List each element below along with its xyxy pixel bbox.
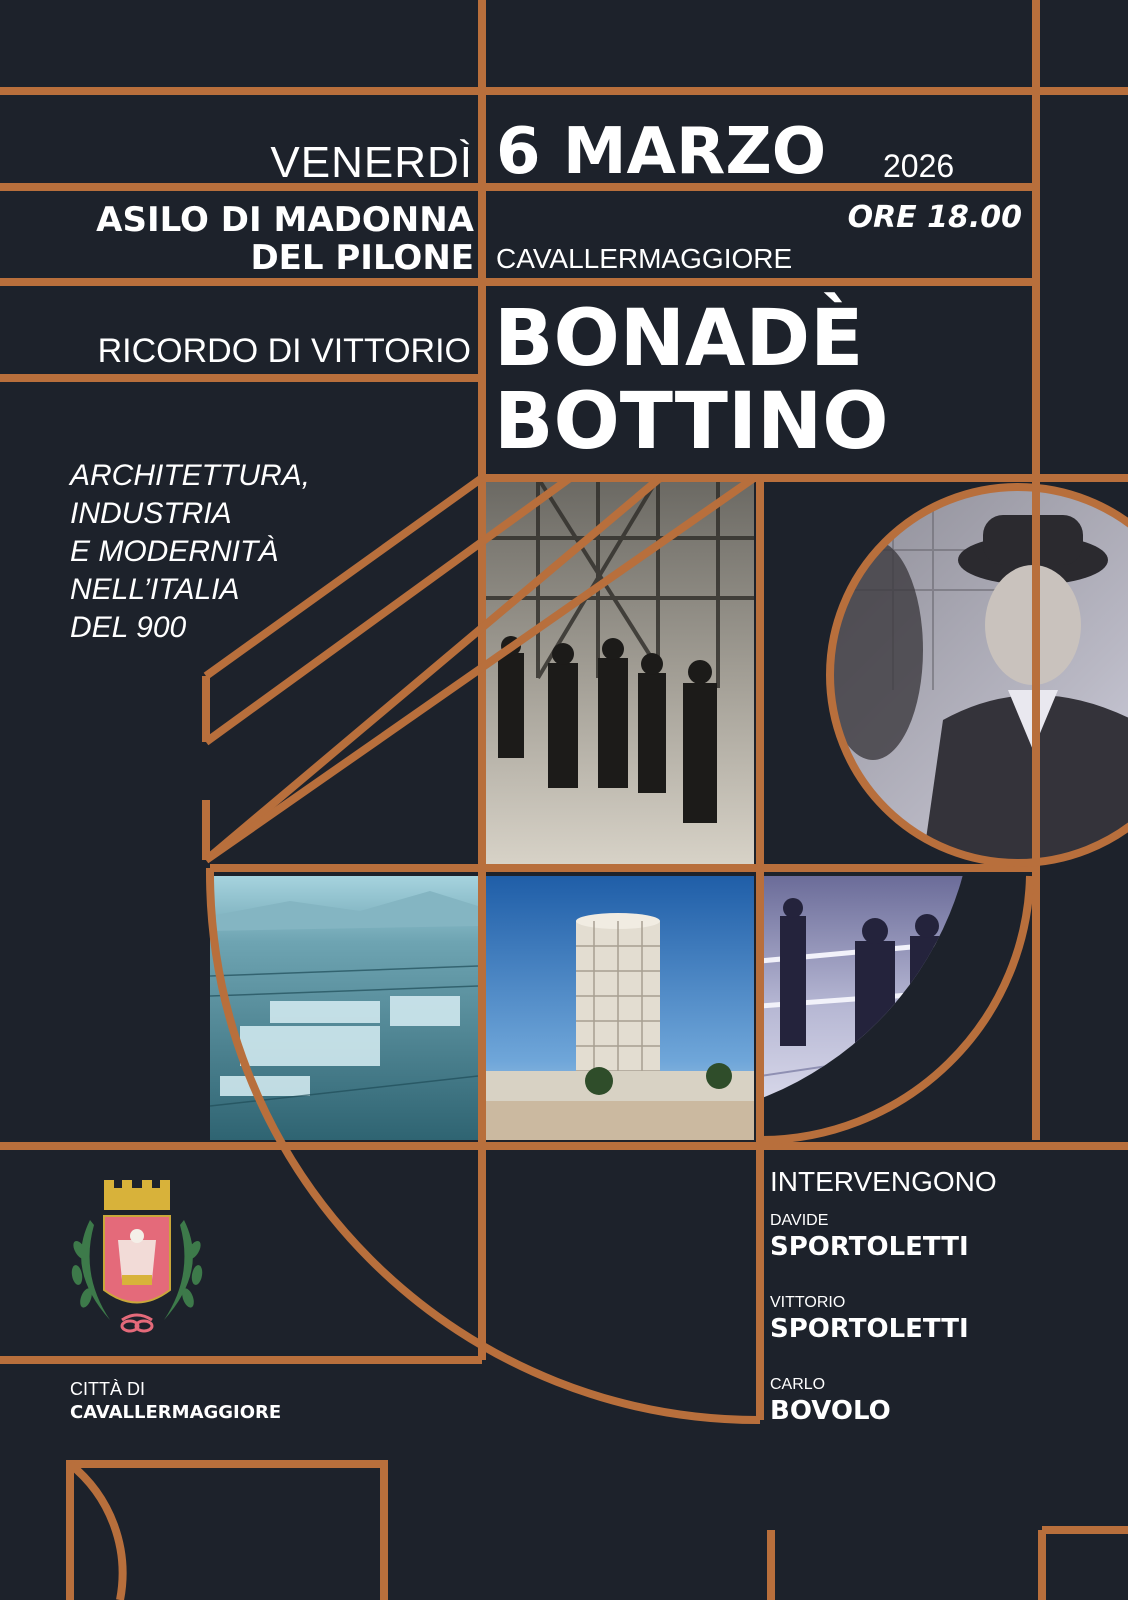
speaker-1-last-name: SPORTOLETTI bbox=[770, 1232, 969, 1262]
organizer-line-1: CITTÀ DI bbox=[70, 1379, 145, 1399]
title-prefix: RICORDO DI VITTORIO bbox=[97, 332, 471, 370]
subtitle-line-1: ARCHITETTURA, bbox=[70, 459, 310, 492]
subtitle-line-4: NELL’ITALIA bbox=[70, 573, 240, 606]
speaker-2-first-name: VITTORIO bbox=[770, 1294, 846, 1311]
speakers-heading: INTERVENGONO bbox=[770, 1166, 997, 1197]
venue-line-1: ASILO DI MADONNA bbox=[96, 200, 474, 240]
organizer-line-2: CAVALLERMAGGIORE bbox=[70, 1402, 282, 1423]
event-day: VENERDÌ bbox=[270, 138, 473, 187]
event-town: CAVALLERMAGGIORE bbox=[496, 243, 793, 274]
speaker-3-first-name: CARLO bbox=[770, 1376, 826, 1393]
event-date: 6 MARZO bbox=[496, 115, 827, 189]
subtitle-line-3: E MODERNITÀ bbox=[70, 535, 279, 568]
venue-line-2: DEL PILONE bbox=[250, 238, 474, 278]
speaker-2-last-name: SPORTOLETTI bbox=[770, 1314, 969, 1344]
speaker-3-last-name: BOVOLO bbox=[770, 1396, 891, 1426]
title-name-line-1: BONADÈ bbox=[494, 294, 864, 384]
event-year: 2026 bbox=[883, 148, 955, 184]
subtitle-line-5: DEL 900 bbox=[70, 611, 187, 644]
event-time: ORE 18.00 bbox=[847, 200, 1022, 235]
speaker-1-first-name: DAVIDE bbox=[770, 1212, 829, 1229]
subtitle-line-2: INDUSTRIA bbox=[70, 497, 232, 530]
municipal-coat-of-arms bbox=[60, 1180, 214, 1340]
title-name-line-2: BOTTINO bbox=[494, 377, 889, 467]
